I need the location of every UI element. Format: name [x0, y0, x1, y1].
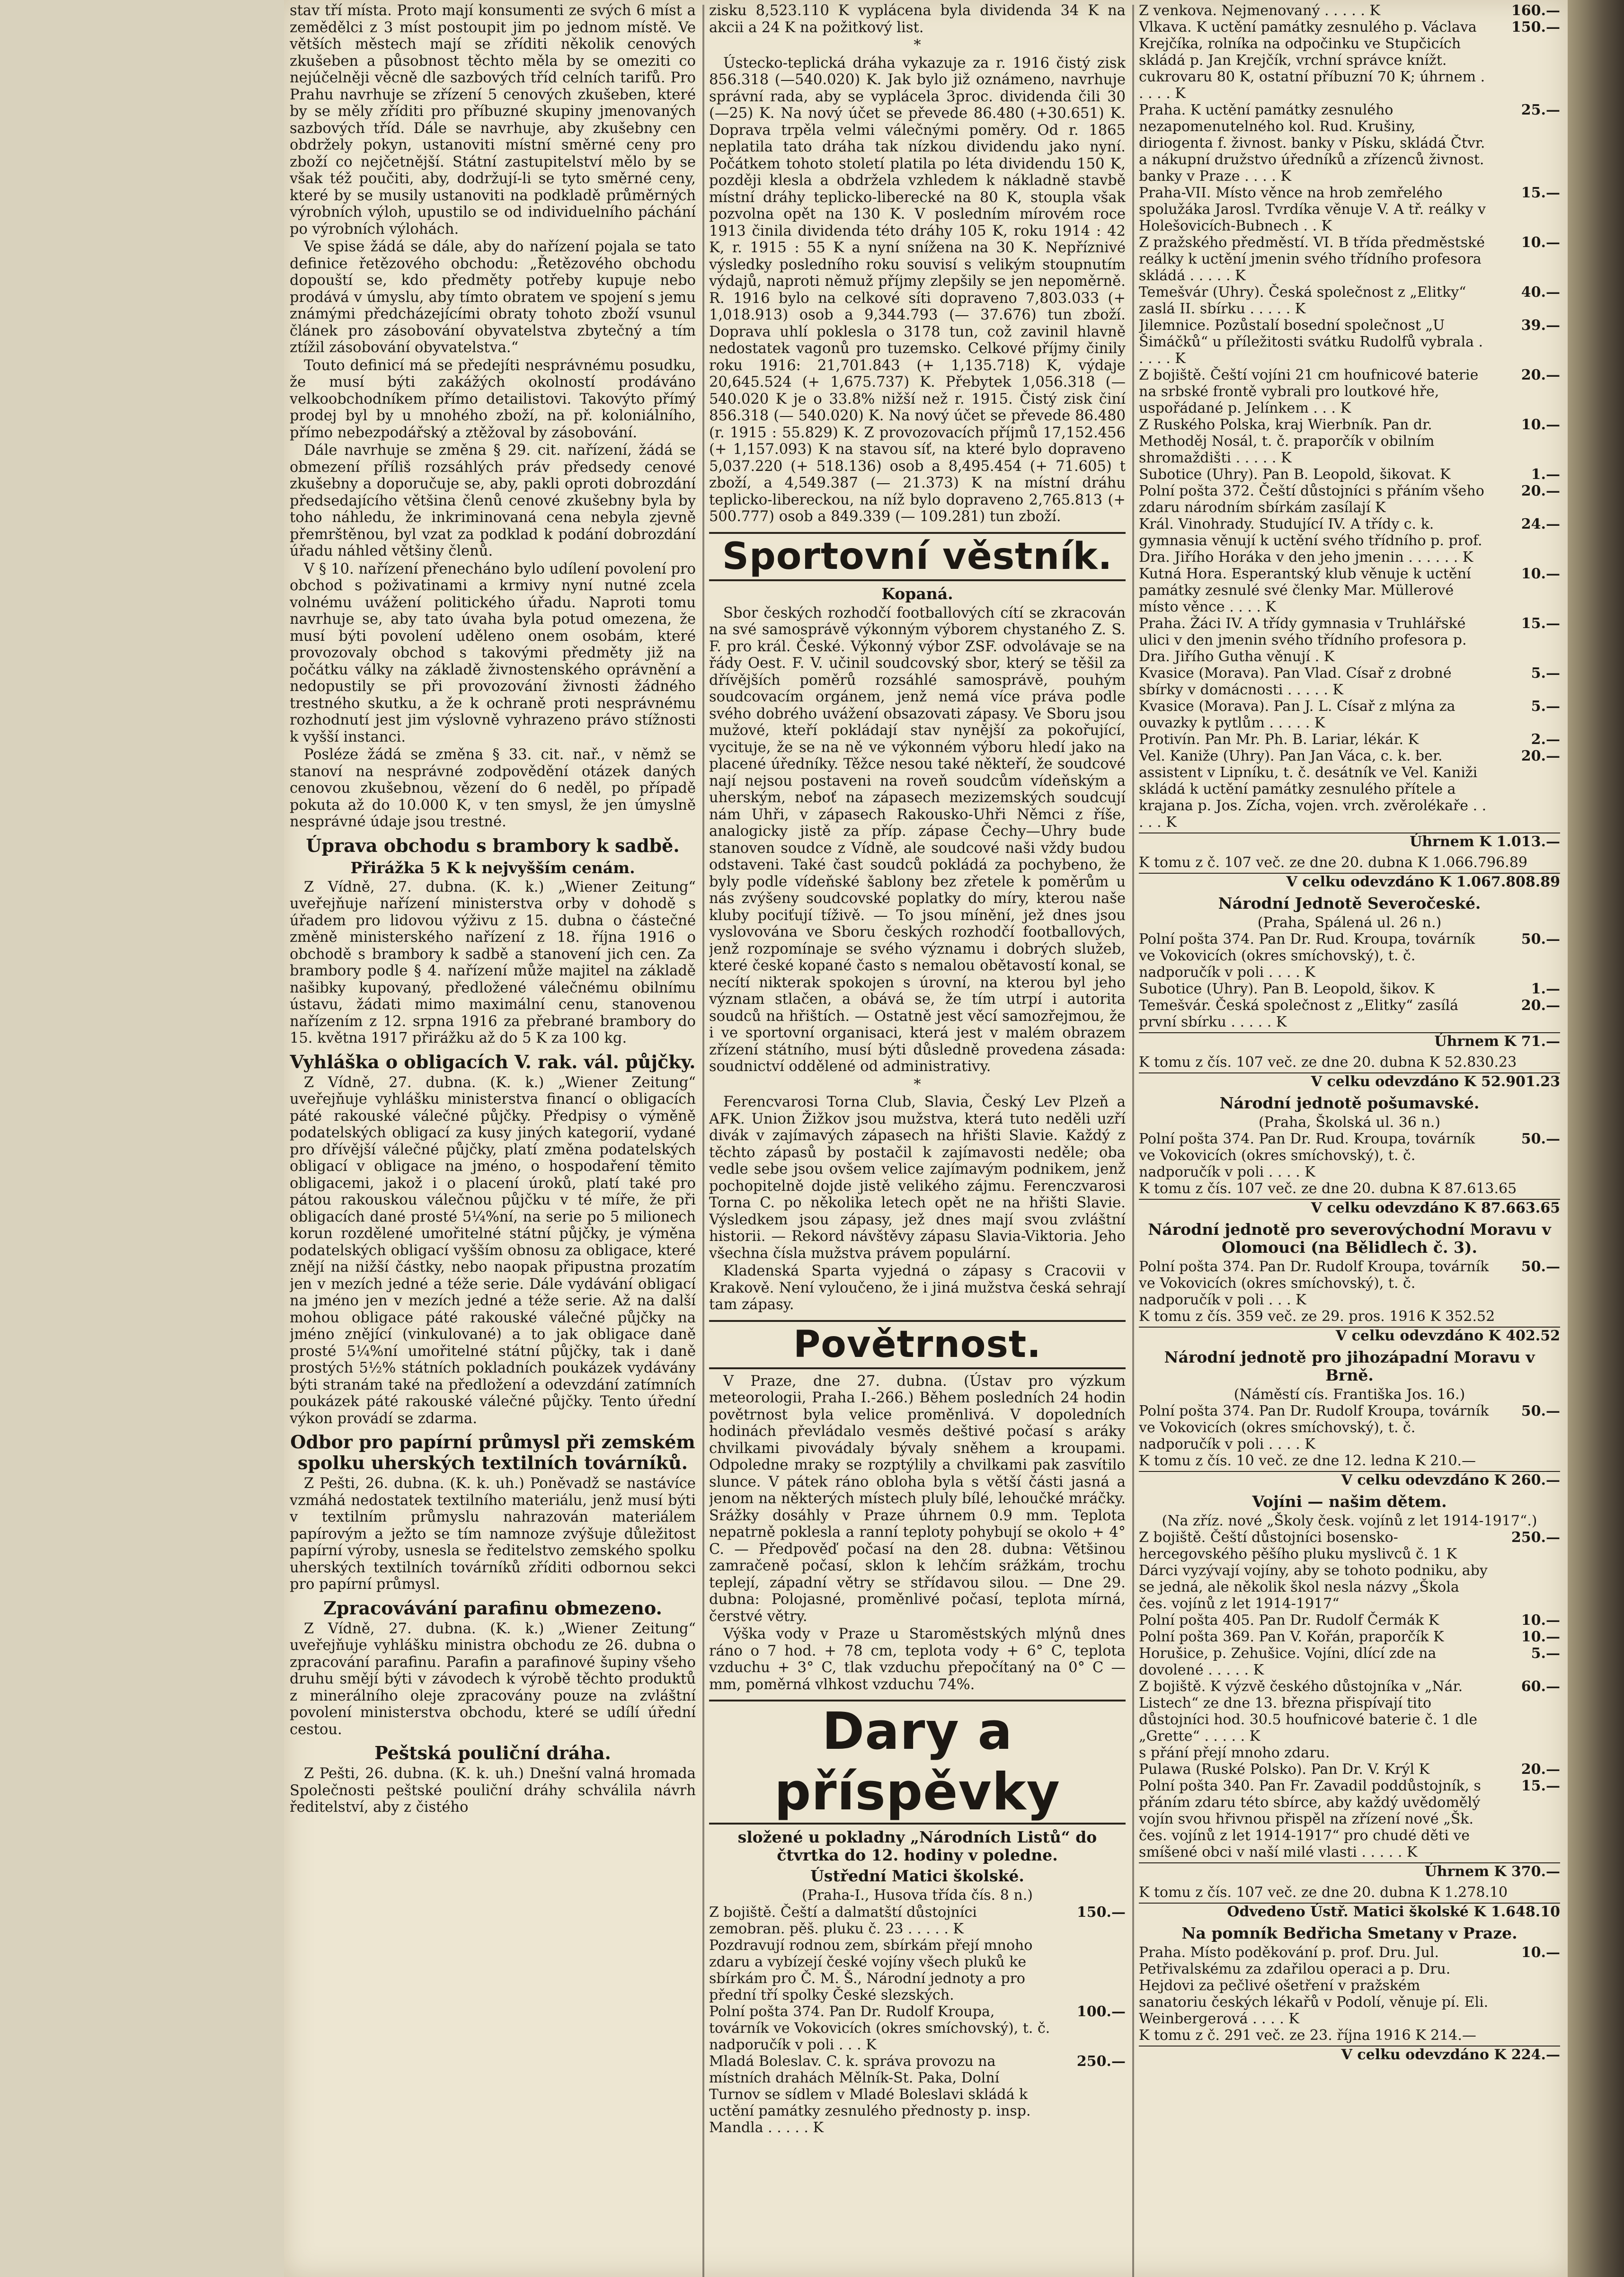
donation-amount: 5.—: [1531, 665, 1560, 682]
donation-amount: 10.—: [1521, 234, 1560, 251]
donation-amount: 250.—: [1511, 1529, 1560, 1546]
donation-desc: Z bojiště. Čeští důstojníci bosensko-hercegovského pěšího pluku myslivců č. 1 K: [1139, 1529, 1457, 1562]
column-middle: [709, 2, 1126, 2277]
donation-row: [1139, 19, 1560, 102]
sum-line: K tomu z čís. 10 več. ze dne 12. ledna K 210.—: [1139, 1453, 1476, 1469]
article-subheading: Přirážka 5 K k nejvyšším cenám.: [350, 858, 635, 877]
paragraph: Sbor českých rozhodčí footballových cítí se zkracován na své samosprávě výkonným výborem chystaného Z. S. F. pro král. České. Výkonný výbor ZSF. odvolávaje se na řády Oest. F. V. učinil soudcovský sbor, který se těšil za dřívějších poměrů rozsáhlé samosprávě, pouhým soudcovacím orgánem, jenž nemá více práva podle svého dobrého uvážení obsazovati zápasy. Ve Sboru jsou mužové, kteří pokládají stav nynější za pokořující, vycituje, že se na ně ve výkonném výboru hledí jako na placené úředníky. Těžce nesou také někteří, že soudcové nají nejsou postaveni na roveň soudcům vídeňským a uherským, neboť na zápasech mezizemských soudcují nám Uhři, v zápasech Rakousko-Uhři Němci z říše, analogicky jistě za příp. zápase Čechy—Uhry bude stanoven soudce z Vídně, ale soudcové naši vždy budou odstaveni. Také čast soudců pokládá za pochybeno, že byly podle vídeňské šablony bez zřetele k poměrům u nás zvýšeny soudcovské poplatky do míry, kterou naše kluby pociťují tíživě. — To jsou mínění, jež dnes jsou vyslovována ve Sboru českých rozhodčí footballových, jenž rozpomínaje se svého významu i dobrých služeb, které české kopané často s nemalou obětavostí konal, se necítí nikterak spokojen s úrovní, na kterou byl jeho význam stlačen, a obává se, že tím utrpí i autorita soudců na hřištích. — Ostatně jest věcí samozřejmou, že i ve sportovní organisaci, která jest v malém obrazem zřízení státního, musí býti důsledně provedena zásada: soudnictví oddělené od administrativy.: [709, 604, 1126, 1075]
donation-desc: Vel. Kaniže (Uhry). Pan Jan Váca, c. k. ber. assistent v Lipníku, t. č. desátník ve Vel. Kaniži skládá k uctění památky zesnulého přítele a krajana p. Jos. Zícha, vojen. vrch. zvěrolékaře . . . . . K: [1139, 748, 1487, 831]
donation-desc: Vlkava. K uctění památky zesnulého p. Václava Krejčíka, rolníka na odpočinku ve Stupčicích skládá p. Jan Krejčík, vrchní správce knížt. cukrovaru 80 K, ostatní příbuzní 70 K; úhrnem . . . . . K: [1139, 19, 1485, 102]
donation-desc: Z Ruského Polska, kraj Wierbník. Pan dr. Methoděj Nosál, t. č. praporčík v obilním shromaždišti . . . . . K: [1139, 416, 1435, 466]
column-rule: [702, 5, 704, 2277]
donation-desc: Praha. Žáci IV. A třídy gymnasia v Truhlářské ulici v den jmenin svého třídního profesora p. Dra. Jiřího Gutha věnují . K: [1139, 615, 1467, 665]
donation-desc: Subotice (Uhry). Pan B. Leopold, šikov. K: [1139, 981, 1435, 997]
donation-desc: Protivín. Pan Mr. Ph. B. Lariar, lékár. K: [1139, 731, 1419, 748]
donation-row: [709, 1904, 1126, 1937]
donation-desc: Praha. K uctění památky zesnulého nezapomenutelného kol. Rud. Krušiny, diriogenta f. živnost. banky v Písku, skládá Čtvr. a nákupní družstvo úředníků a zřízenců živnost. banky v Praze . . . . K: [1139, 102, 1485, 185]
donation-desc: Polní pošta 369. Pan V. Kořán, praporčík K: [1139, 1629, 1444, 1645]
donation-amount: 15.—: [1521, 1778, 1560, 1794]
donation-list: [709, 1904, 1126, 2136]
donation-desc: Horušice, p. Zehušice. Vojíni, dlící zde na dovolené . . . . . K: [1139, 1645, 1437, 1678]
paragraph: Ústecko-teplická dráha vykazuje za r. 1916 čistý zisk 856.318 (—540.020) K. Jak bylo již oznámeno, navrhuje správní rada, aby se vyplácela 3proc. dividenda čili 30 (—25) K. Na nový účet se převede 86.480 (+30.651) K. Doprava trpěla velmi válečnými poměry. Od r. 1865 neplatila tato dráha tak nízkou dividendu jako nyní. Počátkem tohoto století platila po léta dividendu 150 K, později klesla a obdržela vzhledem k nákladně stavbě místní dráhy teplicko-liberecké na 80 K, stoupla však pozvolna opět na 130 K. V posledním mírovém roce 1913 činila dividenda této dráhy 105 K, roku 1914 : 42 K, r. 1915 : 55 K a nyní snížena na 30 K. Nepříznivé výsledky posledního roku souvisí s velikým stoupnutím výdajů, naproti němuž příjmy zlepšily se jen nepoměrně. R. 1916 bylo na celkové síti dopraveno 7,803.033 (+ 1,018.913) osob a 9,344.793 (— 37.676) tun zboží. Doprava uhlí poklesla o 3178 tun, což zavinil hlavně nedostatek vagonů pro tuzemsko. Celkové příjmy činily roku 1916: 21,701.843 (+ 1,135.718) K, výdaje 20,645.524 (+ 1,675.737) K. Přebytek 1,056.318 (— 540.020 K je o 33.8% nižší než r. 1915. Čistý zisk činí 856.318 (— 540.020) K. Na nový účet se převede 86.480 (r. 1915 : 55.829) K. Z provozovacích příjmů 17,152.456 (+ 1,157.093) K na stavou síť, na které bylo dopraveno 5,037.220 (+ 518.136) osob a 8,495.454 (+ 71.605) t zboží, a 4,549.387 (— 21.373) K na místní dráhu teplicko-libereckou, na níž bylo dopraveno 2,765.813 (+ 500.777) osob a 849.339 (— 109.281) tun zboží.: [709, 54, 1126, 525]
donation-amount: 20.—: [1521, 748, 1560, 764]
fund-title: Na pomník Bedřicha Smetany v Praze.: [1181, 1924, 1518, 1942]
donation-desc: Z bojiště. K výzvě českého důstojníka v „Nár. Listech“ ze dne 13. března přispívají tito důstojníci hod. 30.5 houfnicové baterie č. 1 dle „Grette“ . . . . . K: [1139, 1678, 1478, 1745]
paragraph: Touto definicí má se předejíti nesprávnému posudku, že musí býti zakážých okolností prodáváno velkoobchodníkem přímo detailistovi. Takovýto přímý prodej byl by u mnohého zboží, na př. koloniálního, přímo nebezpodářský a ztěžoval by zásobování.: [290, 357, 696, 441]
sum-line: K tomu z čís. 107 več. ze dne 20. dubna K 52.830.23: [1139, 1054, 1517, 1071]
fund-title: Národní jednotě pro severovýchodní Moravu v Olomouci (na Bělidlech č. 3).: [1148, 1220, 1551, 1257]
donation-row: [1139, 1529, 1560, 1562]
donation-desc: Z venkova. Nejmenovaný . . . . . K: [1139, 2, 1380, 19]
donation-amount: 20.—: [1521, 997, 1560, 1014]
donation-desc: Polní pošta 340. Pan Fr. Zavadil poddůstojník, s přáním zdaru této sbírce, aby každý uvědomělý vojín svou hřivnou přispěl na zřízení nové „Šk. čes. vojínů z let 1914-1917“ pro chudé děti ve smíšené obci v naší milé vlasti . . . . . K: [1139, 1778, 1481, 1861]
donation-row: [1139, 483, 1560, 516]
sum-line: K tomu z č. 291 več. ze 23. října 1916 K 214.—: [1139, 2027, 1476, 2044]
fund-title: Ústřední Matici školské.: [810, 1867, 1024, 1885]
economic-article: [290, 2, 696, 831]
donation-row: [1139, 1629, 1560, 1645]
donation-amount: 150.—: [1076, 1904, 1126, 1921]
donation-amount: 50.—: [1521, 1403, 1560, 1419]
donation-amount: 50.—: [1521, 1131, 1560, 1147]
donation-row: [1139, 931, 1560, 981]
donation-amount: 250.—: [1076, 2053, 1126, 2070]
donation-desc: Kvasice (Morava). Pan J. L. Císař z mlýna za ouvazky k pytlům . . . . . K: [1139, 698, 1455, 731]
donation-amount: 2.—: [1531, 731, 1560, 748]
sum-line: K tomu z č. 107 več. ze dne 20. dubna K 1.066.796.89: [1139, 854, 1527, 871]
donation-desc: Polní pošta 374. Pan Dr. Rudolf Kroupa, továrník ve Vokovicích (okres smíchovský), t. č. nadporučík v poli . . . K: [709, 2003, 1050, 2053]
fund-title: Národní jednotě pošumavské.: [1219, 1094, 1480, 1112]
donation-desc: Z bojiště. Čeští a dalmatští důstojníci zemobran. pěš. pluku č. 23 . . . . . K: [709, 1904, 977, 1937]
donation-row: [1139, 516, 1560, 566]
donation-amount: 150.—: [1511, 19, 1560, 35]
donation-row: [1139, 102, 1560, 185]
section-subheading: složené u pokladny „Národních Listů“ do čtvrtka do 12. hodiny v poledne.: [737, 1828, 1097, 1864]
column-right: [1139, 2, 1560, 2277]
paragraph: Z Pešti, 26. dubna. (K. k. uh.) Dnešní valná hromada Společnosti peštské pouliční dráhy schválila návrh ředitelství, aby z čistého: [290, 1765, 696, 1816]
donation-amount: 24.—: [1521, 516, 1560, 532]
paragraph: Dále navrhuje se změna § 29. cit. nařízení, žádá se obmezení příliš rozsáhlých práv předsedy cenové zkušebny a doporučuje se, aby, pakli oproti dobrozdání předsedajícího většina členů cenové zkušebny byla by toho náhledu, že inkriminovaná cena nebyla zjevně přemrštěnou, byl vzat za podklad k podání dobrozdání úřadu náhled většiny členů.: [290, 442, 696, 559]
donation-amount: 10.—: [1521, 1629, 1560, 1645]
column-rule: [1132, 5, 1134, 2277]
sum-value: 1.013.—: [1496, 833, 1560, 850]
donation-row: [1139, 997, 1560, 1030]
paragraph: Z Vídně, 27. dubna. (K. k.) „Wiener Zeitung“ uveřejňuje nařízení ministerstva orby v dohodě s úřadem pro lidovou výživu z 15. dubna o částečné změně ministerského nařízení z 18. října 1916 o obchodě s brambory k sadbě a stanovení jich cen. Za brambory podle § 4. nařízení může majitel na základě našibky kupovaný, předložené válečnému obilnímu ústavu, žádati mimo maximální cenu, stanovenou nařízením z 12. srpna 1916 za přebrané brambory do 15. května 1917 přirážku až do 5 K za 100 kg.: [290, 878, 696, 1046]
donation-amount: [1489, 1562, 1560, 1612]
fund-title: Národní jednotě pro jihozápadní Moravu v Brně.: [1164, 1348, 1535, 1384]
donation-row: [709, 2003, 1126, 2053]
donation-row: [1139, 1645, 1560, 1678]
donation-row: [1139, 665, 1560, 698]
total-line: V celku odevzdáno K 87.663.65: [1139, 1199, 1560, 1217]
donation-amount: 10.—: [1521, 416, 1560, 433]
donation-row: [1139, 1403, 1560, 1453]
fund-title: Národní Jednotě Severočeské.: [1218, 894, 1481, 913]
donation-row: [709, 2053, 1126, 2136]
donation-row: [709, 1937, 1126, 2003]
donation-desc: Jilemnice. Pozůstalí bosední společnost „U Šimáčků“ u příležitosti svátku Rudolfů vybrala . . . . . K: [1139, 317, 1483, 367]
donation-amount: 25.—: [1521, 102, 1560, 118]
paragraph: Z Pešti, 26. dubna. (K. k. uh.) Poněvadž se nastávíce vzmáhá nedostatek textilního materiálu, jenž musí býti v textilním průmyslu nahrazován materiálem papírovým a ježto se tím namnoze zvýšuje důležitost papírní výroby, usnesla se ředitelstvo zemského spolku uherských textilních továrníků zříditi odbornou sekci pro papírní průmysl.: [290, 1475, 696, 1593]
donation-amount: 15.—: [1521, 615, 1560, 632]
article-heading: Peštská pouliční dráha.: [374, 1742, 611, 1763]
section-header-weather: Povětrnost.: [709, 1320, 1126, 1369]
donation-desc: Praha-VII. Místo věnce na hrob zemřelého spolužáka Jarosl. Tvrdíka věnuje V. A tř. reálky v Holešovicích-Bubnech . . K: [1139, 185, 1486, 234]
donation-row: [1139, 731, 1560, 748]
donation-row: [1139, 1562, 1560, 1612]
total-line: Odvedeno Ústř. Matici školské K 1.648.10: [1139, 1903, 1560, 1921]
donation-amount: 20.—: [1521, 483, 1560, 499]
donation-amount: [1055, 1937, 1126, 2003]
fund-address: (Praha, Spálená ul. 26 n.): [1257, 914, 1442, 931]
total-line: V celku odevzdáno K 402.52: [1139, 1327, 1560, 1345]
donation-desc: Pozdravují rodnou zem, sbírkám přejí mnoho zdaru a vybízejí české vojíny všech pluků ke sbírkám pro Č. M. Š., Národní jednoty a pro přední tří spolky České slezských.: [709, 1937, 1033, 2003]
paragraph: Z Vídně, 27. dubna. (K. k.) „Wiener Zeitung“ uveřejňuje vyhlášku ministerstva financí o obligacích páté rakouské válečné půjčky. Předpisy o výměně podatelských obligací za kusy jiných kategorií, vydané pro dřívější válečné půjčky, platí změna podatelských obligací v obligace na jméno, o hospodaření těmito obligacemi, jakož i o placení úroků, platí také pro pátou rakouskou válečnou půjčku v té míře, že při obligacích dané prosté 5¼%ní, na serie po 5 milionech korun rozdělené umořitelné státní půjčky, je výměna podatelských obligací vyšším obnosu za obligace, které znějí na nižší částky, nebo naopak připustna prozatím jen v mezích jedné a téže serie. Dále vydávání obligací na jméno jen v mezích jedné a téže serie. Až na další mohou obligace páté rakouské válečné půjčky na jméno znějící (vinkulované) a to jak obligace daně prosté 5¼%ní umořitelné státní půjčky, tak i daně prostých 5½% státních pokladních poukázek vydávány býti stranám také na předložení a odevzdání zatímních poukázek páté rakouské válečné půjčky. Tento úřední výkon provádí se zdarma.: [290, 1074, 696, 1427]
donation-amount: 39.—: [1521, 317, 1560, 334]
donation-desc: Subotice (Uhry). Pan B. Leopold, šikovat. K: [1139, 466, 1451, 483]
donation-amount: 20.—: [1521, 367, 1560, 383]
donation-desc: Kutná Hora. Esperantský klub věnuje k uctění památky zesnulé své členky Mar. Müllerové místo věnce . . . . K: [1139, 566, 1471, 615]
total-line: V celku odevzdáno K 52.901.23: [1139, 1072, 1560, 1090]
donation-desc: Polní pošta 374. Pan Dr. Rudolf Kroupa, továrník ve Vokovicích (okres smíchovský), t. č. nadporučík v poli . . . K: [1139, 1258, 1489, 1308]
donation-row: [1139, 1258, 1560, 1308]
donation-amount: 10.—: [1521, 1944, 1560, 1961]
donation-amount: 60.—: [1521, 1678, 1560, 1695]
sum-line: [1139, 833, 1560, 851]
donation-amount: 1.—: [1531, 466, 1560, 483]
donation-row: [1139, 317, 1560, 367]
donation-desc: Z bojiště. Čeští vojíni 21 cm houfnicové baterie na srbské frontě vybrali pro loutkové hře, uspořádané p. Jelínkem . . . K: [1139, 367, 1479, 416]
paragraph: zisku 8,523.110 K vyplácena byla dividenda 34 K na akcii a 24 K na požitkový list.: [709, 2, 1126, 36]
sum-line: K tomu z čís. 107 več. ze dne 20. dubna K 1.278.10: [1139, 1884, 1508, 1901]
donation-desc: Praha. Místo poděkování p. prof. Dru. Jul. Petřivalskému za zdařilou operaci a p. Dru. Hejdovi za pečlivé ošetření v pražském sanatoriu českých lékařů v Podolí, věnuje pí. Eli. Weinbergerová . . . . K: [1139, 1944, 1489, 2027]
donation-row: [1139, 698, 1560, 731]
donation-amount: 40.—: [1521, 284, 1560, 301]
donation-desc: Z pražského předměstí. VI. B třída předměstské reálky k uctění jmenin svého třídního profesora skládá . . . . . K: [1139, 234, 1485, 284]
fund-address: (Praha-I., Husova třída čís. 8 n.): [802, 1887, 1033, 1904]
paragraph: Posléze žádá se změna § 33. cit. nař., v němž se stanoví na nesprávné zodpovědění otázek daných cenovou zkušebnou, vězení do 6 neděl, po případě pokuta až do 10.000 K, v ten smysl, že jen úmyslně nesprávné údaje jsou trestné.: [290, 746, 696, 830]
donation-desc: Král. Vinohrady. Studující IV. A třídy c. k. gymnasia věnují k uctění svého třídního p. prof. Dra. Jiřího Horáka v den jeho jmenin . . . . . . K: [1139, 516, 1482, 566]
fund-title: Vojíni — našim dětem.: [1252, 1492, 1447, 1511]
donation-row: [1139, 1778, 1560, 1861]
donation-amount: 160.—: [1511, 2, 1560, 19]
sum-label: Úhrnem K: [1410, 833, 1492, 850]
donation-amount: 1.—: [1531, 981, 1560, 997]
fund-address: (Praha, Školská ul. 36 n.): [1258, 1114, 1441, 1131]
donation-row: [1139, 1761, 1560, 1778]
sum-line: K tomu z čís. 107 več. ze dne 20. dubna K 87.613.65: [1139, 1180, 1517, 1197]
donation-row: [1139, 2, 1560, 19]
donation-row: [1139, 367, 1560, 416]
donation-row: [1139, 1745, 1560, 1761]
paragraph: Kladenská Sparta vyjedná o zápasy s Cracovii v Krakově. Není vyloučeno, že i jiná mužstva česká sehrají tam zápasy.: [709, 1263, 1126, 1313]
donation-list: [1139, 2, 1560, 831]
total-line: V celku odevzdáno K 260.—: [1139, 1471, 1560, 1489]
donation-amount: 10.—: [1521, 566, 1560, 582]
article-heading: Zpracovávání parafinu obmezeno.: [323, 1597, 662, 1619]
donation-desc: Polní pošta 405. Pan Dr. Rudolf Čermák K: [1139, 1612, 1439, 1629]
donation-amount: 5.—: [1531, 1645, 1560, 1662]
column-left: [290, 2, 696, 2277]
donation-amount: 20.—: [1521, 1761, 1560, 1778]
donation-row: [1139, 466, 1560, 483]
paragraph: stav tří místa. Proto mají konsumenti ze svých 6 míst a zemědělci z 3 míst postoupit jim po jednom místě. Ve větších městech mají se zříditi několik cenových zkušeben a působnost těchto měla by se omeziti co nejúčelněji věcně dle sazbových tříd celních tarifů. Pro Prahu navrhuje se zřízení 5 cenových zkušeben, které by se měly zříditi pro příbuzné skupiny jmenovaných sazbových tříd. Dále se navrhuje, aby zkušebny cen obdržely pokyn, ustanoviti místní směrné ceny pro zboží co nejčetnější. Státní zastupitelství mělo by se však též poučiti, aby, dodržují-li se tyto směrné ceny, které by se musily ustanoviti na podkladě průměrných výrobních výloh, upustilo se od individuelního páchání po výrobních výlohách.: [290, 2, 696, 238]
donation-amount: 10.—: [1521, 1612, 1560, 1629]
paragraph: Ve spise žádá se dále, aby do nařízení pojala se tato definice řetězového obchodu: „Řetězového obchodu dopouští se, kdo předměty potřeby kupuje nebo prodává v úmyslu, aby tímto obratem ve spojení s jemu známými předcházejícími obraty tohoto zboží vsunul článek pro zásobování obyvatelstva zbytečný a tím ztížil zásobování obyvatelstva.“: [290, 239, 696, 356]
donation-row: [1139, 1612, 1560, 1629]
paragraph: V § 10. nařízení přenecháno bylo udílení povolení pro obchod s poživatinami a krmivy nyní nutné zcela volnému uvážení politického úřadu. Naproti tomu navrhuje se, aby tato úvaha byla potud omezena, že musí býti povolení uděleno onem osobám, které provozovaly obchod s takovými předměty již na počátku války na základě živnostenského oprávnění a nedopustily se při provozování živnosti žádného trestného skutku, a že k ochraně proti nesprávnému rozhodnutí jest jim výslovně vyhrazeno právo stížnosti k vyšší instanci.: [290, 560, 696, 745]
donation-desc: Pulawa (Ruské Polsko). Pan Dr. V. Krýl K: [1139, 1761, 1430, 1778]
total-line: V celku odevzdáno K 1.067.808.89: [1139, 873, 1560, 891]
paragraph: Výška vody v Praze u Staroměstských mlýnů dnes ráno o 7 hod. + 78 cm, teplota vody + 6° C, teplota vzduchu + 3° C, tlak vzduchu přepočítaný na 0° C — mm, poměrná vlhkost vzduchu 74%.: [709, 1626, 1126, 1693]
donation-desc: Polní pošta 374. Pan Dr. Rud. Kroupa, továrník ve Vokovicích (okres smíchovský), t. č. nadporučík v poli . . . . K: [1139, 1131, 1475, 1180]
sum-line: Úhrnem K 370.—: [1139, 1862, 1560, 1880]
donation-row: [1139, 185, 1560, 234]
donation-desc: Kvasice (Morava). Pan Vlad. Císař z drobné sbírky v domácnosti . . . . . K: [1139, 665, 1452, 698]
donation-amount: 15.—: [1521, 185, 1560, 201]
donation-desc: Polní pošta 374. Pan Dr. Rud. Kroupa, továrník ve Vokovicích (okres smíchovský), t. č. nadporučík v poli . . . . K: [1139, 931, 1475, 981]
donation-desc: Temešvár (Uhry). Česká společnost z „Elitky“ zaslá II. sbírku . . . . . K: [1139, 284, 1466, 317]
sum-line: K tomu z čís. 359 več. ze 29. pros. 1916 K 352.52: [1139, 1308, 1495, 1325]
total-line: V celku odevzdáno K 224.—: [1139, 2046, 1560, 2064]
donation-desc: Polní pošta 372. Čeští důstojníci s přáním všeho zdaru národním sbírkám zasílají K: [1139, 483, 1484, 516]
donation-row: [1139, 981, 1560, 997]
separator-asterisk: *: [914, 1076, 921, 1093]
donation-amount: 100.—: [1076, 2003, 1126, 2020]
donation-row: [1139, 566, 1560, 615]
paragraph: Z Vídně, 27. dubna. (K. k.) „Wiener Zeitung“ uveřejňuje vyhlášku ministra obchodu ze 26. dubna o zpracování parafinu. Parafin a parafinové šupiny všeho druhu smějí býti v závodech k výrobě těchto produktů z minerálního oleje zpracovány pouze na zvláštní povolení ministerstva obchodu, které se udílí úřední cestou.: [290, 1620, 696, 1738]
paragraph: Ferencvarosi Torna Club, Slavia, Český Lev Plzeň a AFK. Union Žižkov jsou mužstva, která tuto neděli uzří divák v zajímavých zápasech na hřišti Slavie. Každý z těchto zápasů by postačil k zajímavosti neděle; oba vedle sebe jsou ovšem velice zajímavým podnikem, jenž pochopitelně dojde jistě velikého zájmu. Ferenczvarosi Torna C. po několika letech opět ne na hřišti Slavie. Výsledkem jsou zápasy, jež dnes mají svou zvláštní historii. — Rekord návštěvy zápasu Slavia-Viktoria. Jeho všechna čísla mužstva právem populární.: [709, 1094, 1126, 1262]
donation-desc: s přání přejí mnoho zdaru.: [1139, 1745, 1330, 1761]
donation-amount: [1489, 1745, 1560, 1761]
donation-row: [1139, 234, 1560, 284]
section-header-gifts: Dary a příspěvky: [709, 1700, 1126, 1825]
donation-row: [1139, 615, 1560, 665]
donation-row: [1139, 1131, 1560, 1180]
donation-desc: Dárci vyzývají vojíny, aby se tohoto podniku, aby se jedná, ale několik škol nesla názvy „Škola čes. vojínů z let 1914-1917“: [1139, 1562, 1488, 1612]
paragraph: V Praze, dne 27. dubna. (Ústav pro výzkum meteorologii, Praha I.-266.) Během posledních 24 hodin povětrnost byla velice proměnlivá. V dopoledních hodinách převládalo vesměs deštivé počasí s aráky chvilkami pivovádaly bývaly sněhem a kroupami. Odpoledne mraky se rozptýlily a chvilkami pak zasvítilo slunce. V pátek ráno obloha byla s větší části jasná a jenom na některých místech pluly bílé, lehoučké mráčky. Srážky dosáhly v Praze úhrnem 0.9 mm. Teplota nepatrně poklesla a ranní teploty pohybují se okolo + 4° C. — Předpověď počasí na den 28. dubna: Většinou zamračeně počasí, sklon k lehčím srážkám, trochu teplejí, západní větry se střídavou silou. — Dne 29. dubna: Polojasné, proměnlivé počasí, teplota mírná, čerstvé větry.: [709, 1373, 1126, 1625]
separator-asterisk: *: [914, 37, 921, 53]
sum-line: Úhrnem K 71.—: [1139, 1032, 1560, 1050]
fund-address: (Náměstí cís. Františka Jos. 16.): [1234, 1386, 1465, 1403]
newspaper-page: [284, 0, 1568, 2277]
donation-row: [1139, 748, 1560, 831]
article-heading: Odbor pro papírní průmysl při zemském spolku uherských textilních továrníků.: [290, 1431, 695, 1473]
fund-address: (Na zříz. nové „Školy česk. vojínů z let 1914-1917“.): [1162, 1513, 1537, 1529]
donation-row: [1139, 1944, 1560, 2027]
donation-row: [1139, 284, 1560, 317]
donation-desc: Mladá Boleslav. C. k. správa provozu na místních drahách Mělník-St. Paka, Dolní Turnov se sídlem v Mladé Boleslavi skládá k uctění památky zesnulého přednosty p. insp. Mandla . . . . . K: [709, 2053, 1031, 2136]
donation-row: [1139, 1678, 1560, 1745]
section-header-sport: Sportovní věstník.: [709, 532, 1126, 581]
donation-amount: 50.—: [1521, 931, 1560, 948]
donation-desc: Temešvár. Česká společnost z „Elitky“ zasílá první sbírku . . . . . K: [1139, 997, 1459, 1030]
donation-row: [1139, 416, 1560, 466]
article-heading: Vyhláška o obligacích V. rak. vál. půjčky.: [290, 1051, 696, 1072]
donation-amount: 50.—: [1521, 1258, 1560, 1275]
article-heading: Úprava obchodu s brambory k sadbě.: [306, 834, 680, 856]
donation-amount: 5.—: [1531, 698, 1560, 715]
section-subheading: Kopaná.: [881, 584, 953, 603]
donation-desc: Polní pošta 374. Pan Dr. Rudolf Kroupa, továrník ve Vokovicích (okres smíchovský), t. č. nadporučík v poli . . . . K: [1139, 1403, 1489, 1453]
